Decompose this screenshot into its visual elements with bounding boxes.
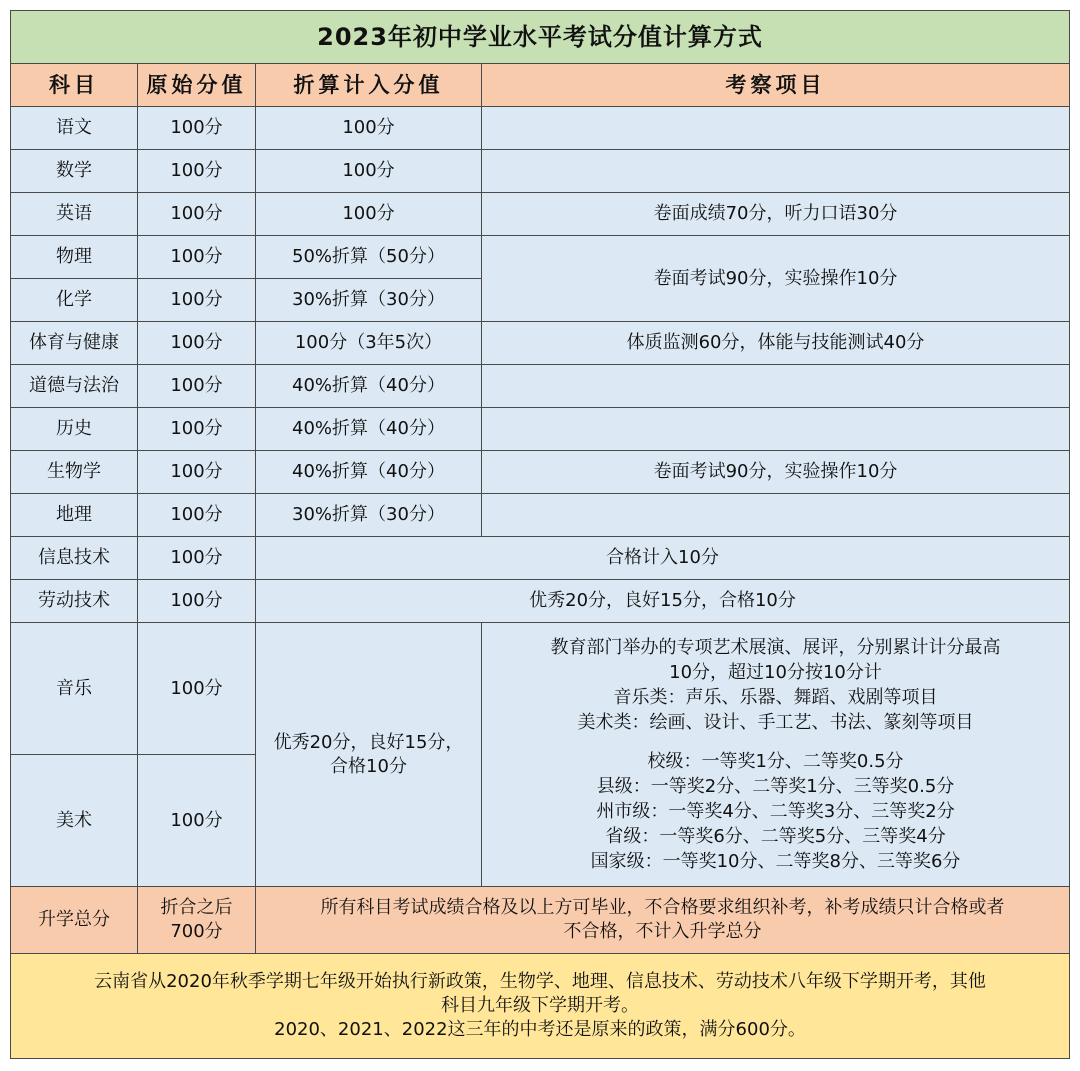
subject-cell: 英语 (11, 193, 138, 236)
header-row (11, 64, 1070, 107)
total-label: 升学总分 (11, 887, 138, 954)
subject-cell: 生物学 (11, 451, 138, 494)
subject-cell: 道德与法治 (11, 365, 138, 408)
arts-converted-line: 合格10分 (330, 755, 407, 777)
arts-item-line: 县级：一等奖2分、二等奖1分、三等奖0.5分 (596, 776, 955, 797)
table-row (11, 322, 1070, 365)
original-cell: 100分 (138, 755, 256, 887)
arts-item-line: 州市级：一等奖4分、二等奖3分、三等奖2分 (596, 801, 955, 822)
table-row (11, 408, 1070, 451)
score-table (10, 10, 1070, 1059)
original-cell: 100分 (138, 537, 256, 580)
total-value (138, 887, 256, 954)
subject-cell: 数学 (11, 150, 138, 193)
header-items: 考察项目 (482, 64, 1070, 107)
total-row (11, 887, 1070, 954)
total-value-line: 700分 (170, 921, 223, 942)
converted-cell: 100分 (256, 150, 482, 193)
arts-item-line: 音乐类：声乐、乐器、舞蹈、戏剧等项目 (613, 687, 938, 708)
arts-item-line: 美术类：绘画、设计、手工艺、书法、篆刻等项目 (577, 712, 974, 733)
total-value-line: 折合之后 (160, 897, 233, 918)
footer-line: 2020、2021、2022这三年的中考还是原来的政策，满分600分。 (274, 1019, 806, 1040)
title-row (11, 11, 1070, 64)
original-cell: 100分 (138, 451, 256, 494)
arts-item-line: 国家级：一等奖10分、二等奖8分、三等奖6分 (590, 851, 961, 872)
converted-cell: 40%折算（40分） (256, 365, 482, 408)
original-cell: 100分 (138, 322, 256, 365)
converted-cell: 50%折算（50分） (256, 236, 482, 279)
original-cell: 100分 (138, 623, 256, 755)
arts-converted-cell (256, 623, 482, 887)
converted-cell: 30%折算（30分） (256, 279, 482, 322)
original-cell: 100分 (138, 193, 256, 236)
converted-cell: 40%折算（40分） (256, 451, 482, 494)
converted-cell: 100分 (256, 107, 482, 150)
original-cell: 100分 (138, 408, 256, 451)
arts-item-line: 校级：一等奖1分、二等奖0.5分 (647, 751, 904, 772)
table-row (11, 494, 1070, 537)
header-original: 原始分值 (138, 64, 256, 107)
items-cell: 卷面考试90分，实验操作10分 (482, 236, 1070, 322)
total-note (256, 887, 1070, 954)
items-cell: 体质监测60分，体能与技能测试40分 (482, 322, 1070, 365)
converted-cell: 30%折算（30分） (256, 494, 482, 537)
table-row (11, 451, 1070, 494)
total-note-line: 不合格，不计入升学总分 (563, 921, 762, 942)
arts-item-line: 省级：一等奖6分、二等奖5分、三等奖4分 (605, 826, 946, 847)
total-note-line: 所有科目考试成绩合格及以上方可毕业，不合格要求组织补考，补考成绩只计合格或者 (320, 897, 1005, 918)
table-row (11, 193, 1070, 236)
subject-cell: 体育与健康 (11, 322, 138, 365)
header-converted: 折算计入分值 (256, 64, 482, 107)
footer-note (11, 954, 1070, 1059)
table-row (11, 365, 1070, 408)
merged-converted-items-cell: 优秀20分，良好15分，合格10分 (256, 580, 1070, 623)
subject-cell: 化学 (11, 279, 138, 322)
footer-line: 科目九年级下学期开考。 (441, 995, 640, 1016)
subject-cell: 美术 (11, 755, 138, 887)
subject-cell: 物理 (11, 236, 138, 279)
table-title: 2023年初中学业水平考试分值计算方式 (11, 11, 1070, 64)
items-cell (482, 408, 1070, 451)
original-cell: 100分 (138, 365, 256, 408)
subject-cell: 信息技术 (11, 537, 138, 580)
table-row (11, 580, 1070, 623)
merged-converted-items-cell: 合格计入10分 (256, 537, 1070, 580)
items-cell (482, 365, 1070, 408)
header-subject: 科目 (11, 64, 138, 107)
original-cell: 100分 (138, 150, 256, 193)
footer-line: 云南省从2020年秋季学期七年级开始执行新政策，生物学、地理、信息技术、劳动技术八年级下学期开考，其他 (94, 971, 986, 992)
converted-cell: 100分（3年5次） (256, 322, 482, 365)
original-cell: 100分 (138, 580, 256, 623)
table-row (11, 107, 1070, 150)
original-cell: 100分 (138, 107, 256, 150)
subject-cell: 劳动技术 (11, 580, 138, 623)
table-row (11, 537, 1070, 580)
arts-item-line: 10分，超过10分按10分计 (669, 662, 882, 683)
table-row (11, 623, 1070, 755)
items-cell (482, 494, 1070, 537)
arts-item-line: 教育部门举办的专项艺术展演、展评，分别累计计分最高 (550, 637, 1001, 658)
arts-converted-line: 优秀20分，良好15分， (273, 731, 464, 753)
original-cell: 100分 (138, 494, 256, 537)
items-cell (482, 107, 1070, 150)
items-cell: 卷面成绩70分，听力口语30分 (482, 193, 1070, 236)
subject-cell: 历史 (11, 408, 138, 451)
subject-cell: 语文 (11, 107, 138, 150)
converted-cell: 40%折算（40分） (256, 408, 482, 451)
subject-cell: 地理 (11, 494, 138, 537)
table-row (11, 150, 1070, 193)
original-cell: 100分 (138, 236, 256, 279)
footer-row (11, 954, 1070, 1059)
arts-items-cell (482, 623, 1070, 887)
items-cell (482, 150, 1070, 193)
original-cell: 100分 (138, 279, 256, 322)
subject-cell: 音乐 (11, 623, 138, 755)
items-cell: 卷面考试90分，实验操作10分 (482, 451, 1070, 494)
table-row (11, 236, 1070, 279)
converted-cell: 100分 (256, 193, 482, 236)
arts-item-spacer (488, 735, 1063, 749)
